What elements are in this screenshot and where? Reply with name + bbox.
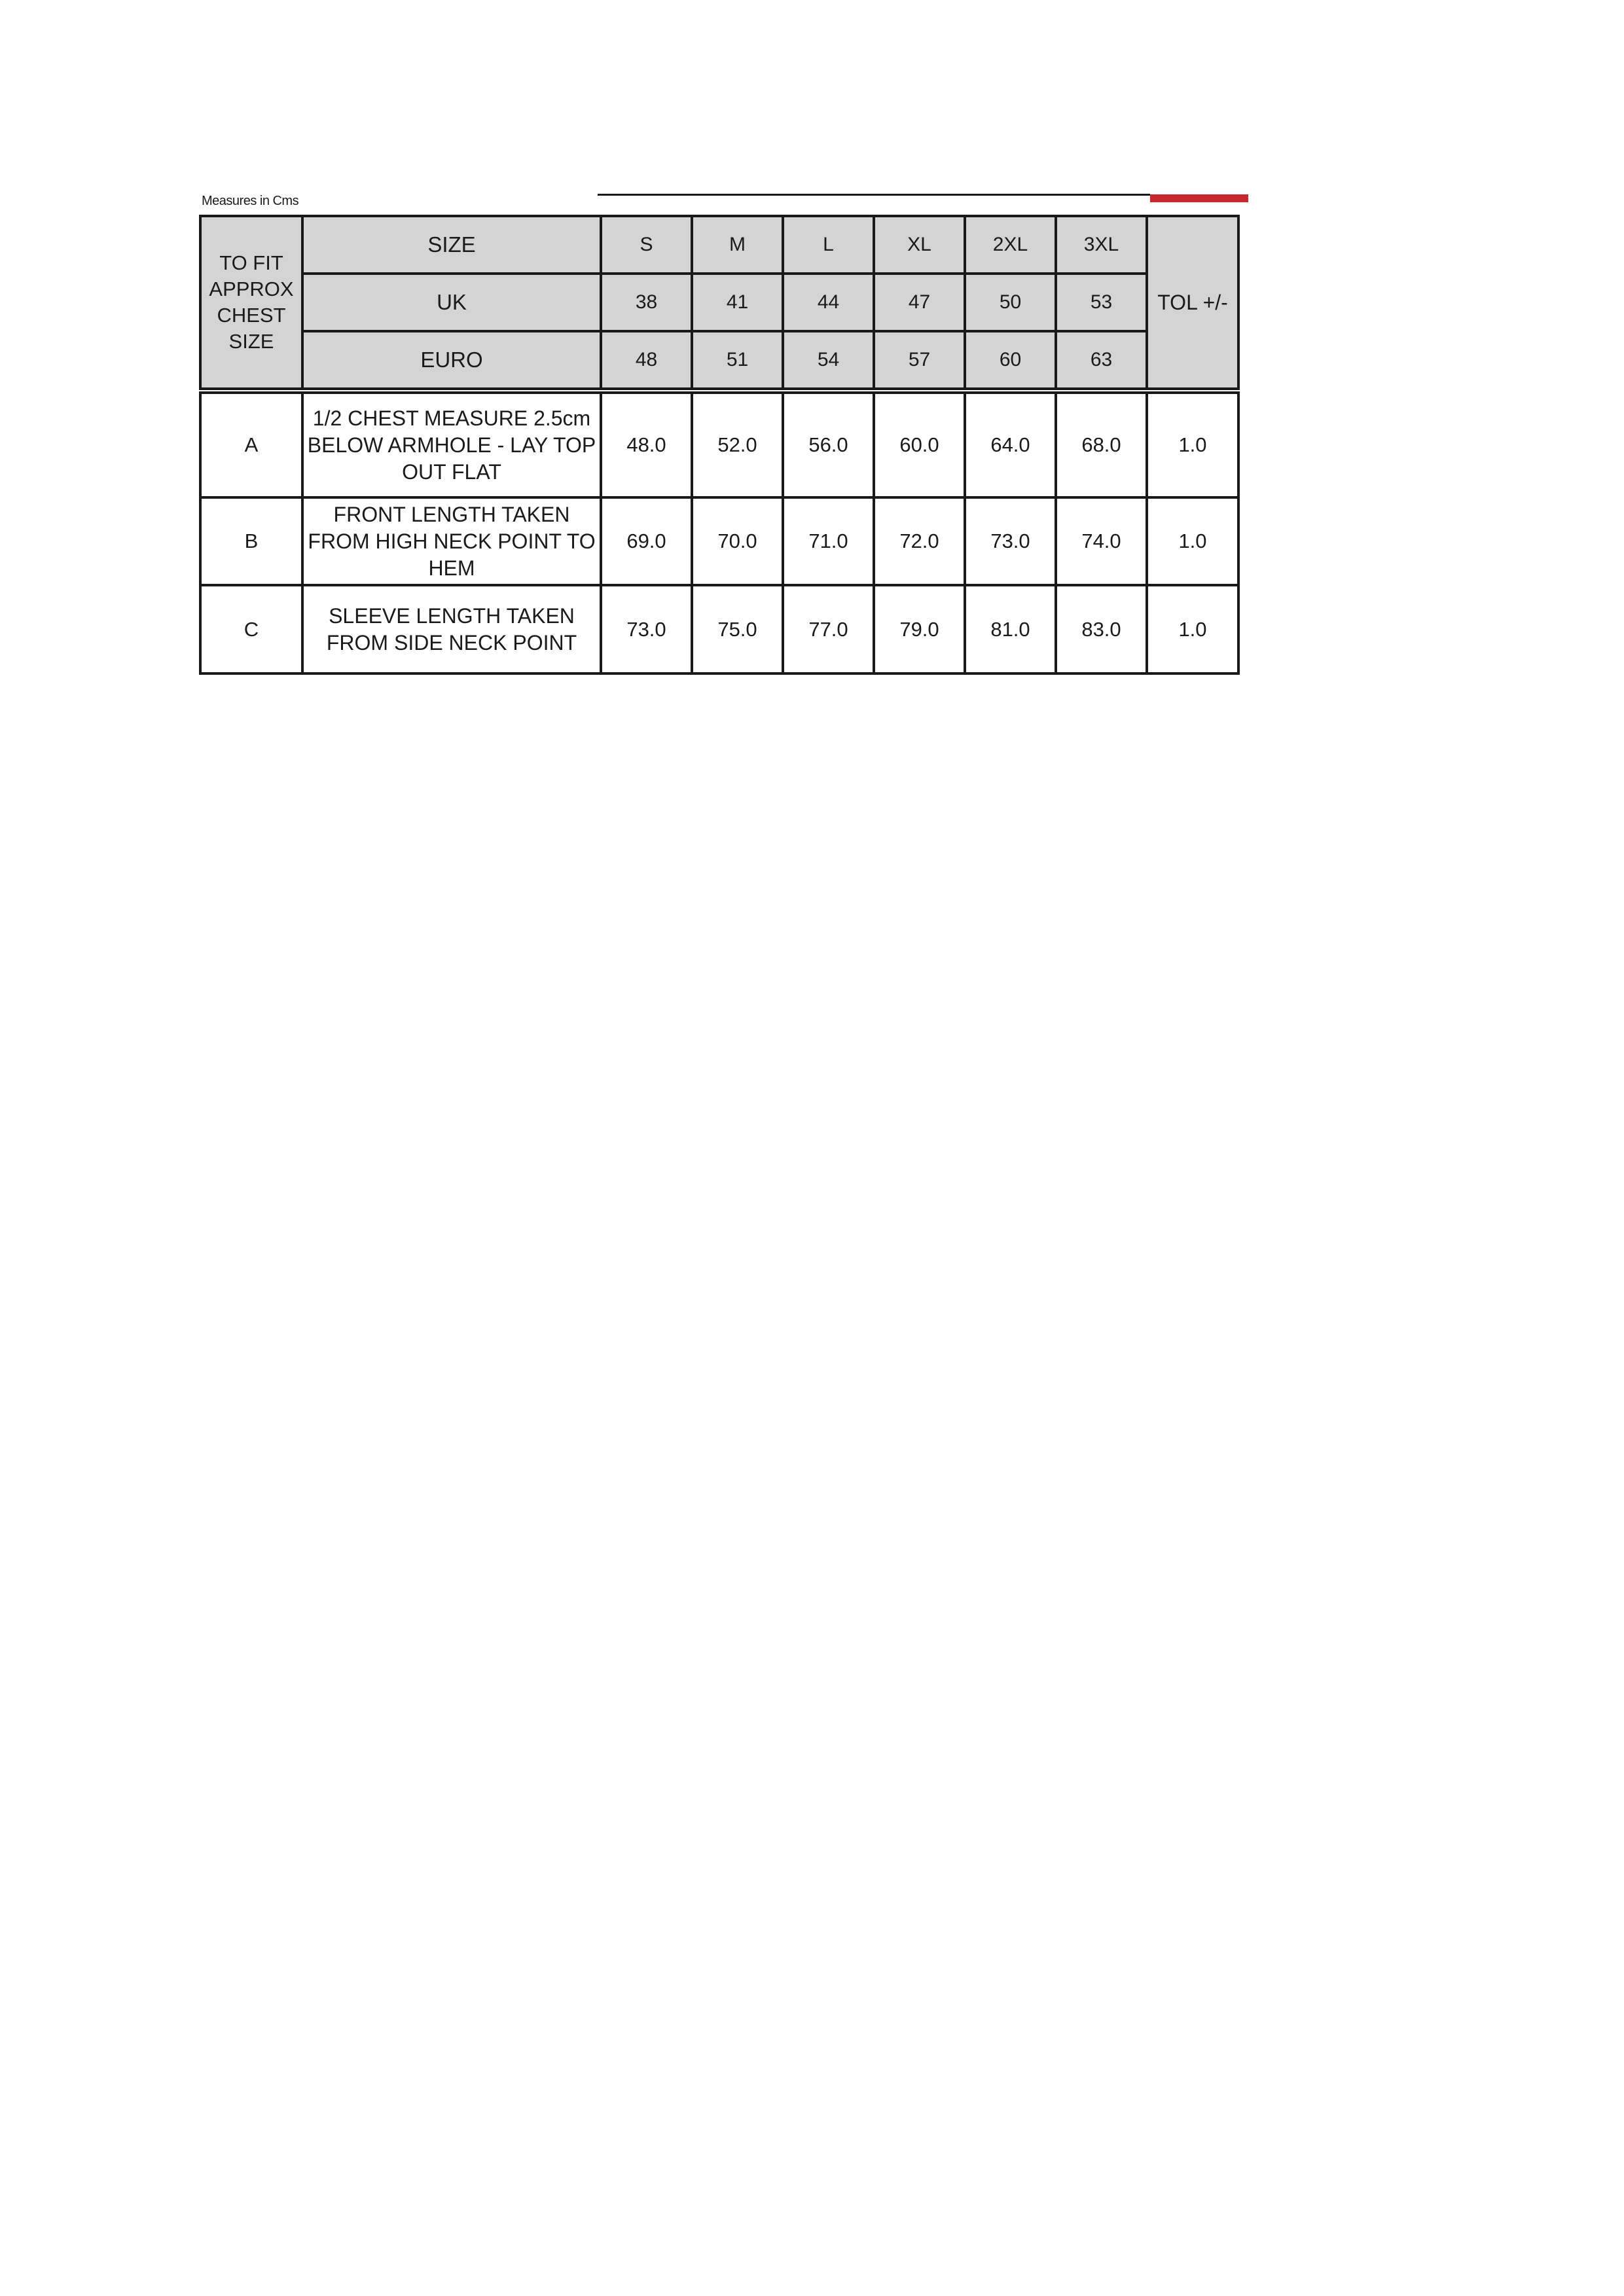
tolerance-label: TOL +/- — [1147, 216, 1238, 389]
uk-size-cell: 44 — [783, 274, 874, 331]
uk-size-cell: 47 — [874, 274, 965, 331]
header-row-size — [200, 216, 1238, 274]
measurement-value: 72.0 — [874, 497, 965, 585]
size-cell: S — [601, 216, 692, 274]
measurement-row-b — [200, 497, 1238, 585]
euro-size-cell: 54 — [783, 331, 874, 389]
size-cell: M — [692, 216, 783, 274]
measurement-value: 77.0 — [783, 585, 874, 673]
measures-caption: Measures in Cms — [202, 194, 299, 208]
measurement-value: 73.0 — [601, 585, 692, 673]
measurement-value: 52.0 — [692, 393, 783, 497]
measurement-value: 71.0 — [783, 497, 874, 585]
uk-size-cell: 41 — [692, 274, 783, 331]
measurement-value: 69.0 — [601, 497, 692, 585]
euro-size-cell: 51 — [692, 331, 783, 389]
measurement-code: B — [200, 497, 302, 585]
header-label: UK — [302, 274, 601, 331]
measurement-value: 81.0 — [965, 585, 1056, 673]
measurement-value: 60.0 — [874, 393, 965, 497]
fit-chest-label: TO FIT APPROX CHEST SIZE — [200, 216, 302, 389]
size-spec-table — [199, 215, 1240, 675]
measurement-value: 83.0 — [1056, 585, 1147, 673]
measurement-tolerance: 1.0 — [1147, 497, 1238, 585]
euro-size-cell: 57 — [874, 331, 965, 389]
measurement-description: 1/2 CHEST MEASURE 2.5cm BELOW ARMHOLE - LAY TOP OUT FLAT — [302, 393, 601, 497]
accent-rule — [1150, 194, 1248, 202]
measurement-value: 70.0 — [692, 497, 783, 585]
measurement-value: 73.0 — [965, 497, 1056, 585]
size-cell: 2XL — [965, 216, 1056, 274]
measurement-value: 56.0 — [783, 393, 874, 497]
measurement-value: 64.0 — [965, 393, 1056, 497]
measurement-value: 74.0 — [1056, 497, 1147, 585]
measurement-value: 75.0 — [692, 585, 783, 673]
measurement-code: A — [200, 393, 302, 497]
size-cell: L — [783, 216, 874, 274]
measurement-tolerance: 1.0 — [1147, 393, 1238, 497]
measurement-description: SLEEVE LENGTH TAKEN FROM SIDE NECK POINT — [302, 585, 601, 673]
size-cell: 3XL — [1056, 216, 1147, 274]
measurement-value: 79.0 — [874, 585, 965, 673]
euro-size-cell: 63 — [1056, 331, 1147, 389]
uk-size-cell: 38 — [601, 274, 692, 331]
header-row-uk — [200, 274, 1238, 331]
measurement-value: 48.0 — [601, 393, 692, 497]
measurement-description: FRONT LENGTH TAKEN FROM HIGH NECK POINT TO HEM — [302, 497, 601, 585]
measurement-row-c — [200, 585, 1238, 673]
uk-size-cell: 50 — [965, 274, 1056, 331]
header-rule — [598, 194, 1150, 196]
header-label: EURO — [302, 331, 601, 389]
measurement-tolerance: 1.0 — [1147, 585, 1238, 673]
measurement-code: C — [200, 585, 302, 673]
header-label: SIZE — [302, 216, 601, 274]
size-cell: XL — [874, 216, 965, 274]
header-row-euro — [200, 331, 1238, 389]
euro-size-cell: 60 — [965, 331, 1056, 389]
measurement-row-a — [200, 393, 1238, 497]
euro-size-cell: 48 — [601, 331, 692, 389]
uk-size-cell: 53 — [1056, 274, 1147, 331]
measurement-value: 68.0 — [1056, 393, 1147, 497]
